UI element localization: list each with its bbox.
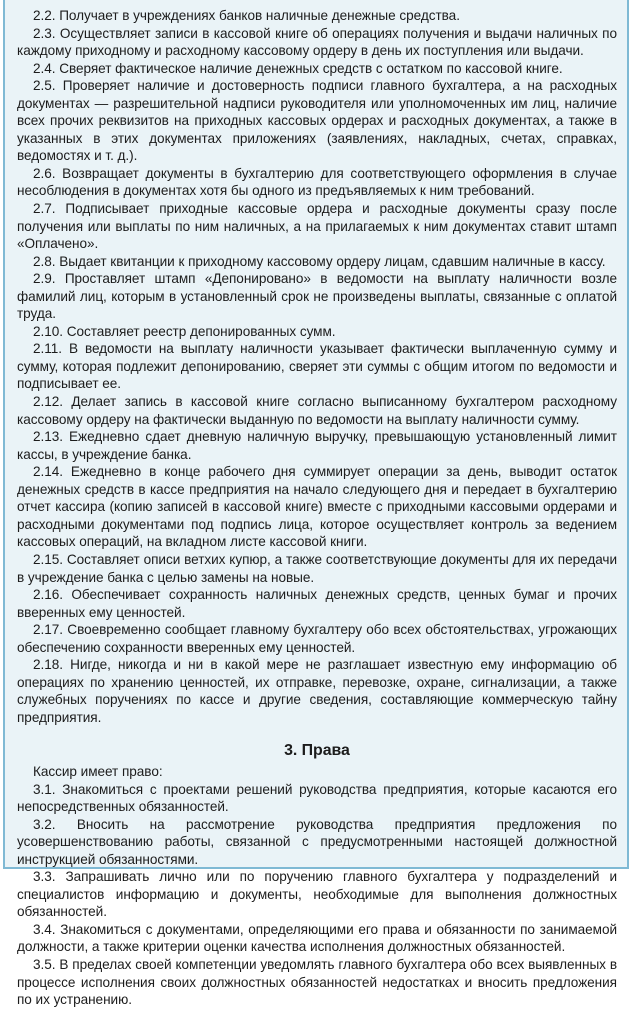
section-heading-rights: 3. Права	[284, 742, 350, 760]
section-intro: Кассир имеет право:	[33, 763, 163, 779]
paragraph-2-4: 2.4. Сверяет фактическое наличие денежных средств с остатком по кассовой книге.	[33, 60, 563, 76]
paragraph-3-5: 3.5. В пределах своей компетенции уведомлять главного бухгалтера обо всех выявленных в процессе исполнения своих должностных обязанностей недостатках и вносить предложения по их устранению.	[17, 956, 617, 1008]
document-page	[3, 0, 629, 1008]
duties-list	[17, 7, 617, 726]
paragraph-2-2: 2.2. Получает в учреждениях банков наличные денежные средства.	[33, 8, 460, 23]
paragraph-2-18: 2.18. Нигде, никогда и ни в какой мере не разглашает известную ему информацию об операциях по хранению ценностей, их отправке, перевозке, охране, сигнализации, а также служебных поручениях по кассе и другие сведения, составляющие коммерческую тайну предприятия.	[17, 657, 617, 725]
paragraph-2-12: 2.12. Делает запись в кассовой книге согласно выписанному бухгалтером расходному кассовому ордеру на фактически выданную по ведомости на выплату наличности сумму.	[17, 394, 617, 427]
paragraph-2-6: 2.6. Возвращает документы в бухгалтерию для соответствующего оформления в случае несоблюдения в документах хотя бы одного из предъявляемых к ним требований.	[17, 165, 617, 199]
paragraph-2-9: 2.9. Проставляет штамп «Депонировано» в ведомости на выплату наличности возле фамилий лиц, которым в установленный срок не произведены выплаты, связанные с оплатой труда.	[17, 271, 617, 322]
rights-list	[17, 781, 617, 1009]
paragraph-3-2: 3.2. Вносить на рассмотрение руководства предприятия предложения по усовершенствованию работы, связанной с предусмотренными настоящей должностной инструкцией обязанностями.	[17, 816, 617, 867]
paragraph-2-16: 2.16. Обеспечивает сохранность наличных денежных средств, ценных бумаг и прочих вверенных ему ценностей.	[17, 587, 617, 620]
paragraph-2-8: 2.8. Выдает квитанции к приходному кассовому ордеру лицам, сдавшим наличные в кассу.	[33, 253, 606, 269]
paragraph-2-10: 2.10. Составляет реестр депонированных сумм.	[33, 323, 336, 339]
paragraph-3-3: 3.3. Запрашивать лично или по поручению главного бухгалтера у подразделений и специалистов информацию и документы, необходимые для выполнения должностных обязанностей.	[17, 869, 617, 920]
paragraph-2-17: 2.17. Своевременно сообщает главному бухгалтеру обо всех обстоятельствах, угрожающих обеспечению сохранности вверенных ему ценностей.	[17, 622, 617, 655]
paragraph-2-11: 2.11. В ведомости на выплату наличности указывает фактически выплаченную сумму и сумму, которая подлежит депонированию, сверяет эти суммы с общим итогом по ведомости и подписывает ее.	[17, 341, 617, 392]
paragraph-2-13: 2.13. Ежедневно сдает дневную наличную выручку, превышающую установленный лимит кассы, в учреждение банка.	[17, 429, 617, 462]
paragraph-2-14: 2.14. Ежедневно в конце рабочего дня суммирует операции за день, выводит остаток денежных средств в кассе предприятия на начало следующего дня и передает в бухгалтерию отчет кассира (копию записей в кассовой книге) вместе с приходными кассовыми ордерами и расходными документами под подпись лица, которое осуществляет контроль за ведением кассовых операций, на вкладном листе кассовой книги.	[17, 464, 617, 550]
paragraph-2-15: 2.15. Составляет описи ветхих купюр, а также соответствующие документы для их передачи в учреждение банка с целью замены на новые.	[17, 551, 617, 585]
paragraph-3-4: 3.4. Знакомиться с документами, определяющими его права и обязанности по занимаемой должности, а также критерии оценки качества исполнения должностных обязанностей.	[17, 921, 617, 955]
paragraph-2-5: 2.5. Проверяет наличие и достоверность подписи главного бухгалтера, а на расходных документах — разрешительной надписи руководителя или уполномоченных им лиц, наличие всех прочих реквизитов на приходных кассовых ордерах и расходных документах, а также в указанных в этих документах приложениях (заявлениях, накладных, счетах, справках, ведомостях и т. д.).	[17, 78, 617, 164]
paragraph-2-3: 2.3. Осуществляет записи в кассовой книге об операциях получения и выдачи наличных по каждому приходному и расходному кассовому ордеру в день их поступления или выдачи.	[17, 25, 617, 59]
paragraph-2-7: 2.7. Подписывает приходные кассовые ордера и расходные документы сразу после получения или выплаты по ним наличных, а на прилагаемых к ним документах ставит штамп «Оплачено».	[17, 201, 617, 252]
paragraph-3-1: 3.1. Знакомиться с проектами решений руководства предприятия, которые касаются его непосредственных обязанностей.	[17, 781, 617, 815]
